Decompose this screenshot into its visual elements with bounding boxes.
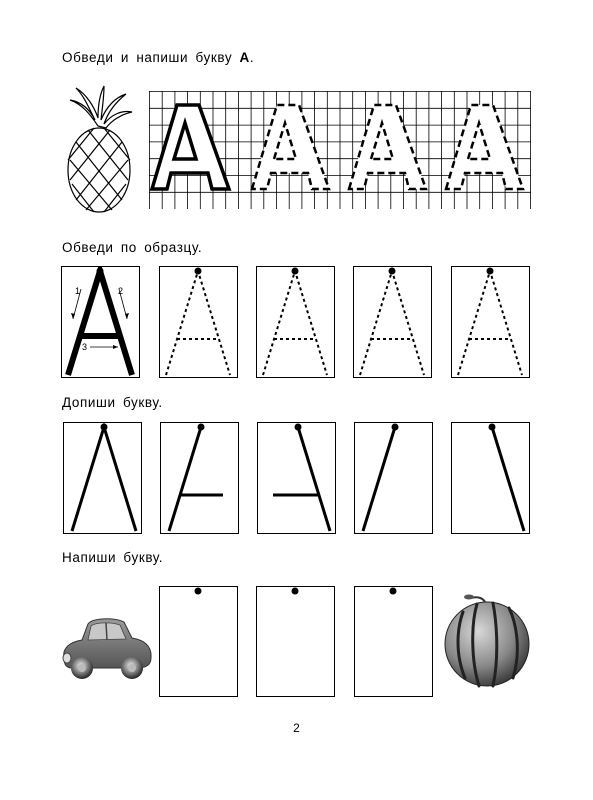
toy-car-icon xyxy=(58,614,154,684)
instruction-write-letter: Напиши букву. xyxy=(62,550,164,565)
page-number: 2 xyxy=(293,721,300,735)
finish-box-4[interactable] xyxy=(354,422,433,534)
instruction-trace-sample: Обведи по образцу. xyxy=(62,240,203,255)
letter-a-dashed-3 xyxy=(446,105,523,189)
finish-box-3[interactable] xyxy=(257,422,336,534)
instruction-finish-letter: Допиши букву. xyxy=(62,395,163,410)
finish-box-2[interactable] xyxy=(160,422,239,534)
trace-box-3[interactable] xyxy=(353,266,432,378)
trace-box-2[interactable] xyxy=(256,266,335,378)
watermelon-icon xyxy=(441,594,533,688)
stroke-number-2: 2 xyxy=(118,286,124,296)
write-box-2[interactable] xyxy=(256,586,335,697)
write-box-3[interactable] xyxy=(354,586,433,697)
sample-letter-box xyxy=(61,266,140,378)
stroke-number-1: 1 xyxy=(75,286,81,296)
trace-box-4[interactable] xyxy=(451,266,530,378)
instruction-trace-and-write: Обведи и напиши букву А. xyxy=(62,50,255,65)
letter-a-dashed-2 xyxy=(349,105,426,189)
pineapple-icon xyxy=(60,84,138,216)
finish-box-1[interactable] xyxy=(63,422,142,534)
letter-a-outline xyxy=(152,105,229,189)
finish-box-5[interactable] xyxy=(451,422,530,534)
write-box-1[interactable] xyxy=(159,586,238,697)
writing-grid xyxy=(149,91,531,209)
stroke-number-3: 3 xyxy=(82,342,88,352)
trace-box-1[interactable] xyxy=(159,266,238,378)
